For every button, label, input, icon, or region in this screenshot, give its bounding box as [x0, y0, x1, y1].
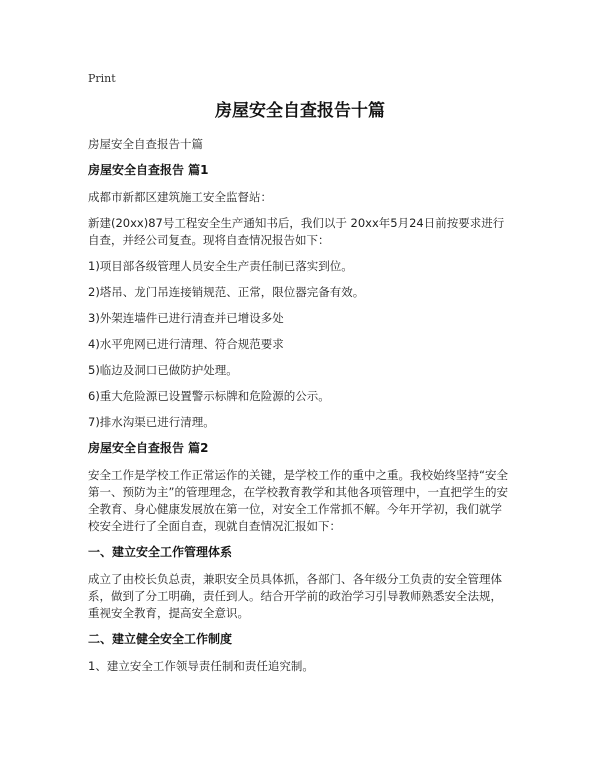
section2-sub2-item-1: 1、建立安全工作领导责任制和责任追究制。: [88, 659, 314, 673]
section1-item-4: 4)水平兜网已进行清理、符合规范要求: [88, 337, 284, 351]
section2-sub1-heading: 一、建立安全工作管理体系: [88, 545, 233, 559]
section1-heading: 房屋安全自查报告 篇1: [88, 163, 209, 177]
section1-item-6: 6)重大危险源已设置警示标牌和危险源的公示。: [88, 389, 330, 403]
print-label: Print: [88, 72, 116, 85]
document-title: 房屋安全自查报告十篇: [215, 101, 385, 121]
section1-item-7: 7)排水沟渠已进行清理。: [88, 415, 215, 429]
section2-sub2-heading: 二、建立健全安全工作制度: [88, 632, 233, 646]
section2-sub1-text: 成立了由校长负总责，兼职安全员具体抓，各部门、各年级分工负责的安全管理体系，做到了分工明确，责任到人。结合开学前的政治学习引导教师熟悉安全法规，重视安全教育，提高安全意识。: [88, 572, 502, 620]
section1-intro: 新建(20xx)87号工程安全生产通知书后，我们以于 20xx年5月24日前按要求进行自查，并经公司复查。现将自查情况报告如下：: [88, 216, 505, 247]
document-subtitle: 房屋安全自查报告十篇: [88, 137, 203, 151]
section1-item-1: 1)项目部各级管理人员安全生产责任制已落实到位。: [88, 259, 353, 273]
section1-item-2: 2)塔吊、龙门吊连接销规范、正常，限位器完备有效。: [88, 285, 365, 299]
section2-heading: 房屋安全自查报告 篇2: [88, 441, 209, 455]
section2-intro: 安全工作是学校工作正常运作的关键，是学校工作的重中之重。我校始终坚持“安全第一、预防为主”的管理理念，在学校教育教学和其他各项管理中，一直把学生的安全教育、身心健康发展放在第一位，对安全工作常抓不解。今年开学初，我们就学校安全进行了全面自查，现就自查情况汇报如下：: [88, 468, 508, 533]
section1-addressee: 成都市新都区建筑施工安全监督站：: [88, 190, 272, 204]
section1-item-3: 3)外架连墙件已进行清查并已增设多处: [88, 311, 284, 325]
section1-item-5: 5)临边及洞口已做防护处理。: [88, 363, 238, 377]
